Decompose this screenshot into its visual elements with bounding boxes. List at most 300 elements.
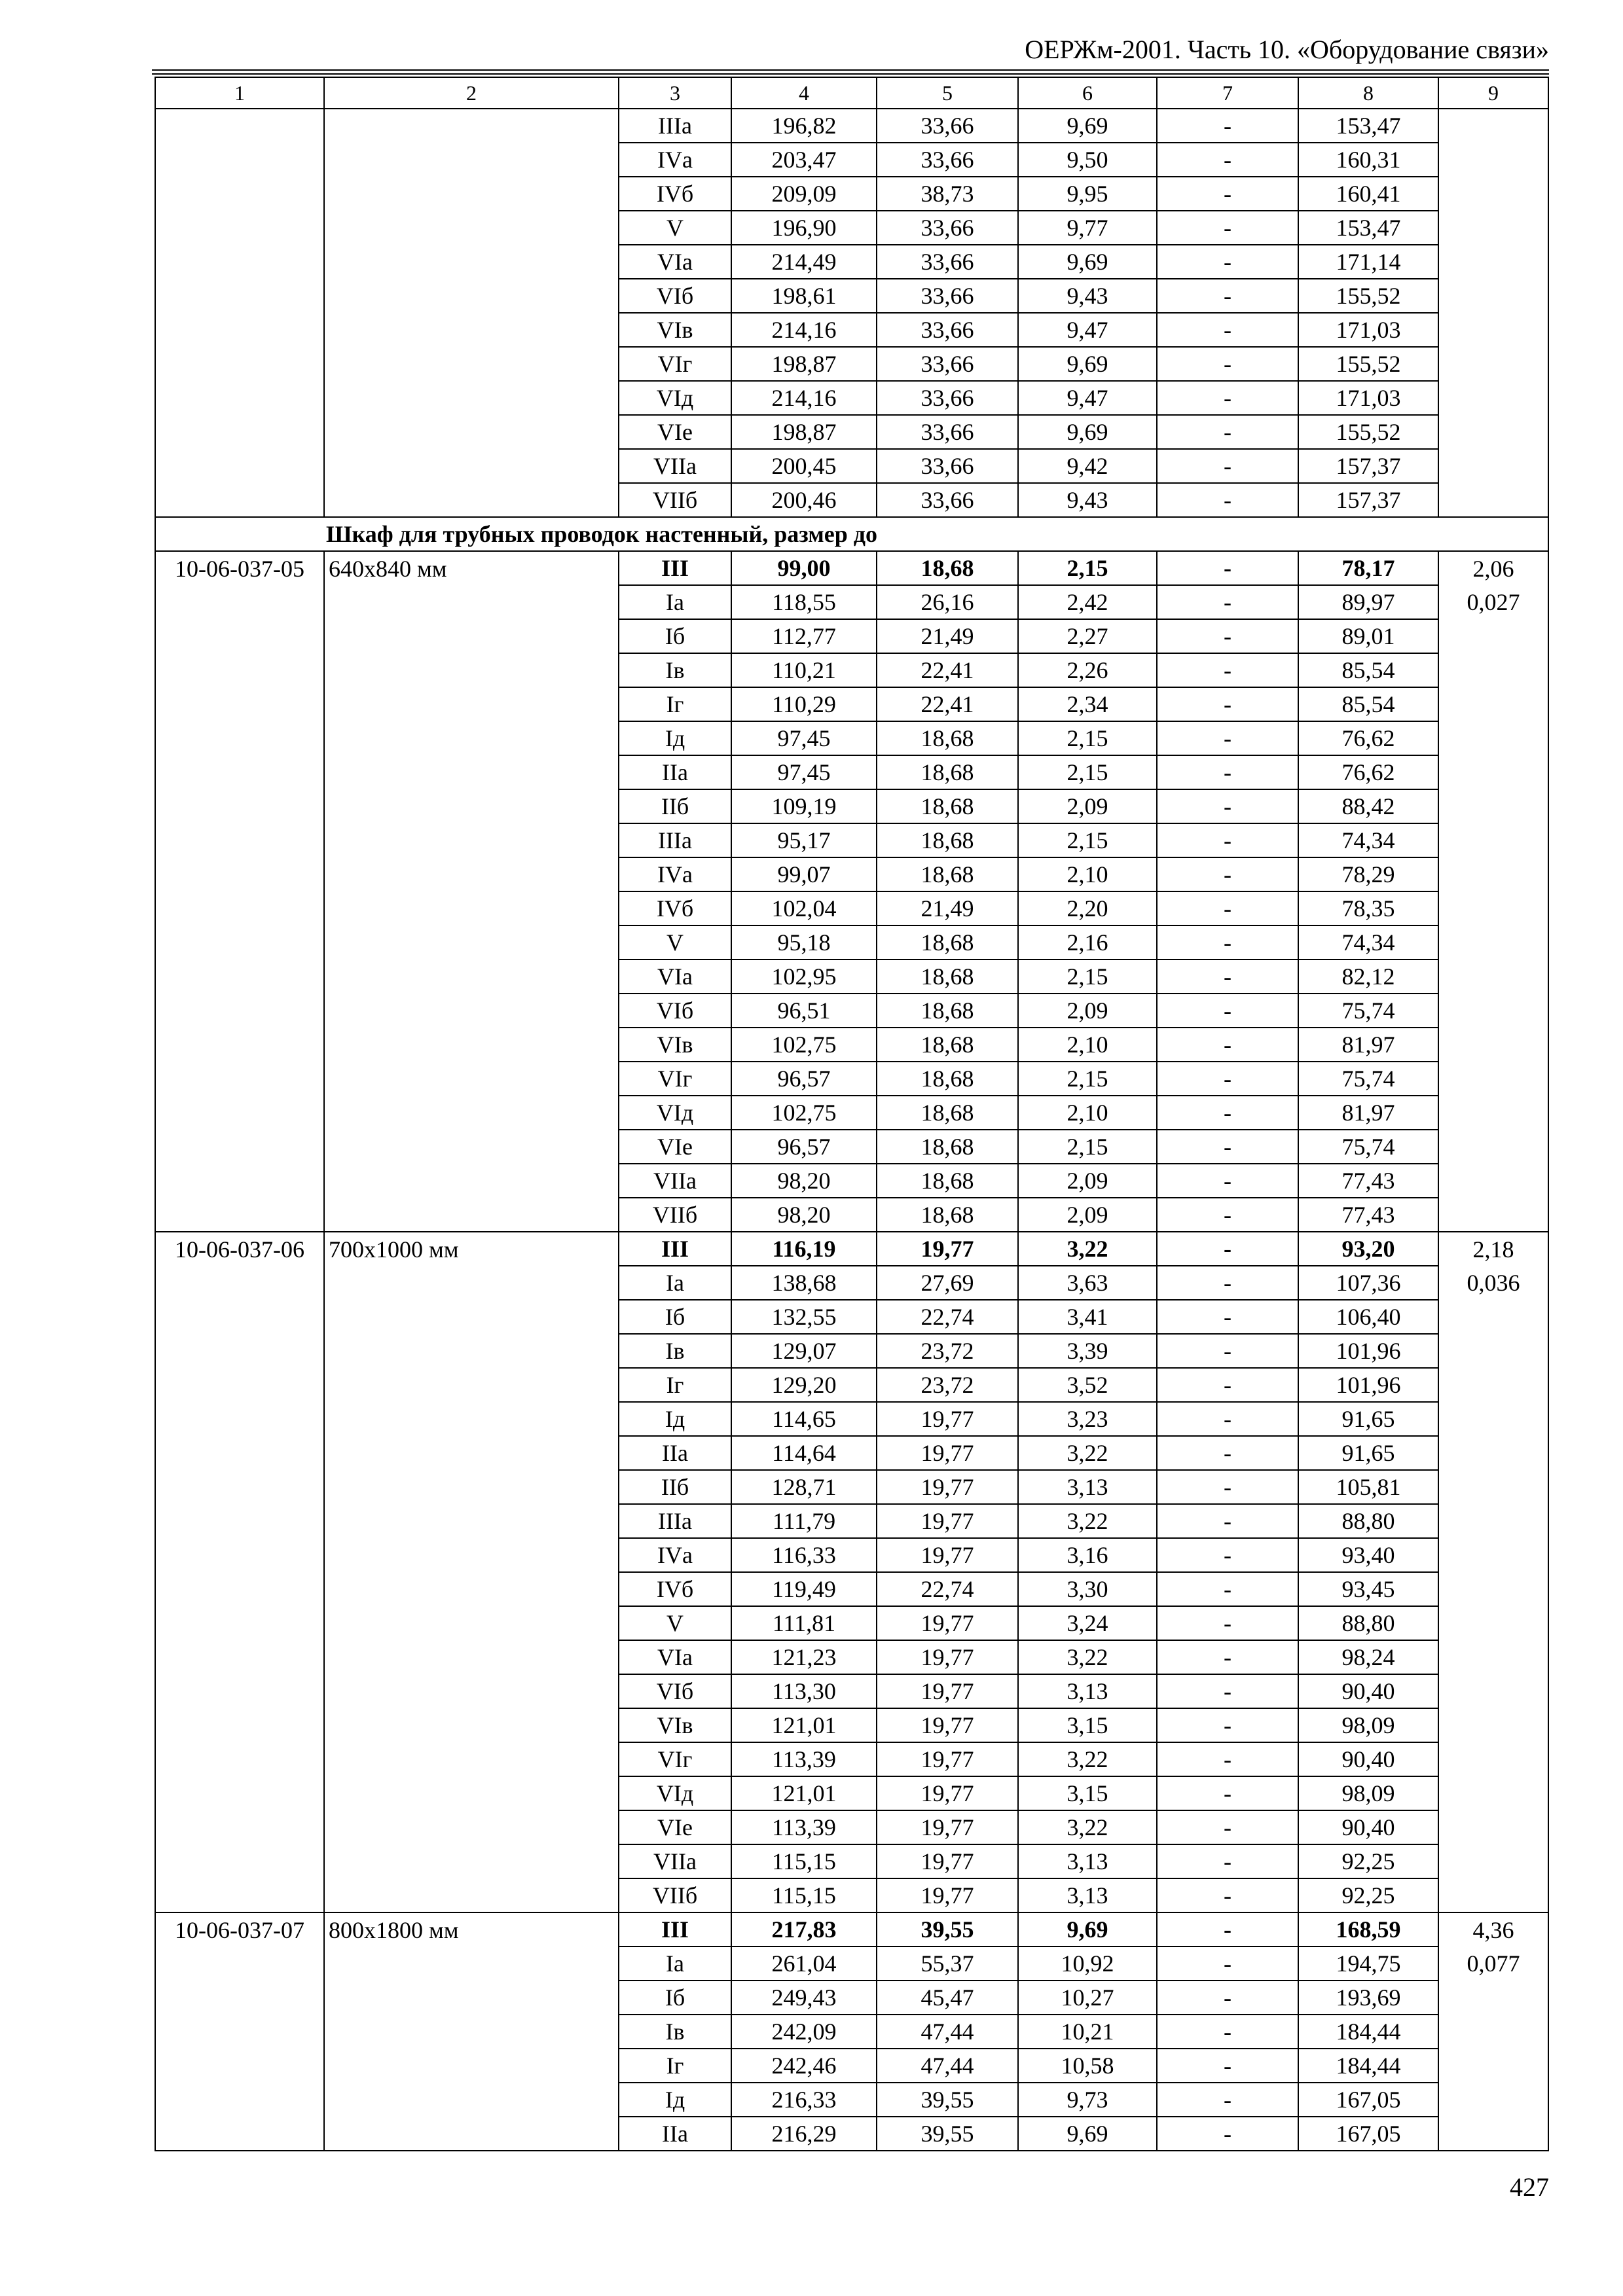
table-row [155, 245, 1548, 279]
cabinet-size [324, 2049, 619, 2083]
col8-cell: 155,52 [1298, 415, 1438, 449]
col7-cell: - [1157, 1130, 1298, 1164]
col5-cell: 33,66 [877, 245, 1018, 279]
rate-code [155, 1164, 324, 1198]
cabinet-size [324, 211, 619, 245]
col8-cell: 168,59 [1298, 1912, 1438, 1946]
col4-cell: 113,30 [731, 1674, 877, 1708]
rate-code [155, 415, 324, 449]
col6-cell: 9,50 [1018, 143, 1157, 177]
table-row [155, 177, 1548, 211]
col4-cell: 112,77 [731, 619, 877, 653]
rate-code [155, 381, 324, 415]
col6-cell: 2,27 [1018, 619, 1157, 653]
col8-cell: 105,81 [1298, 1470, 1438, 1504]
col7-cell: - [1157, 143, 1298, 177]
col9-cell [1438, 1981, 1548, 2015]
col5-cell: 18,68 [877, 721, 1018, 755]
col9-cell [1438, 1164, 1548, 1198]
zone-cell: Iд [619, 721, 731, 755]
col6-cell: 3,16 [1018, 1538, 1157, 1572]
col9-cell [1438, 1674, 1548, 1708]
cabinet-size [324, 789, 619, 823]
table-row [155, 1572, 1548, 1606]
col8-cell: 92,25 [1298, 1844, 1438, 1878]
col7-cell: - [1157, 653, 1298, 687]
rate-code [155, 755, 324, 789]
cabinet-size [324, 653, 619, 687]
zone-cell: VIг [619, 1062, 731, 1096]
col4-cell: 198,61 [731, 279, 877, 313]
col7-cell: - [1157, 1164, 1298, 1198]
zone-cell: Iд [619, 2083, 731, 2117]
table-row [155, 1504, 1548, 1538]
col6-cell: 3,13 [1018, 1844, 1157, 1878]
zone-cell: III [619, 1912, 731, 1946]
col5-cell: 26,16 [877, 585, 1018, 619]
col8-cell: 155,52 [1298, 279, 1438, 313]
col8-cell: 78,17 [1298, 551, 1438, 585]
col6-cell: 2,10 [1018, 1028, 1157, 1062]
col6-cell: 9,69 [1018, 347, 1157, 381]
table-row [155, 551, 1548, 585]
rate-code [155, 2015, 324, 2049]
col7-cell: - [1157, 1402, 1298, 1436]
col6-cell: 2,34 [1018, 687, 1157, 721]
table-row [155, 1640, 1548, 1674]
col4-cell: 96,57 [731, 1130, 877, 1164]
col4-cell: 198,87 [731, 347, 877, 381]
cabinet-size [324, 1164, 619, 1198]
col6-cell: 3,22 [1018, 1810, 1157, 1844]
table-row [155, 1776, 1548, 1810]
cabinet-size [324, 1674, 619, 1708]
table-row [155, 1470, 1548, 1504]
zone-cell: VIа [619, 1640, 731, 1674]
zone-cell: Iг [619, 2049, 731, 2083]
col6-cell: 2,15 [1018, 1062, 1157, 1096]
zone-cell: Iа [619, 1946, 731, 1981]
col4-cell: 198,87 [731, 415, 877, 449]
col7-cell: - [1157, 1776, 1298, 1810]
table-row [155, 2083, 1548, 2117]
col4-cell: 214,16 [731, 313, 877, 347]
zone-cell: IIа [619, 755, 731, 789]
rate-code [155, 925, 324, 960]
rate-code [155, 449, 324, 483]
col8-cell: 81,97 [1298, 1096, 1438, 1130]
page-number: 427 [1510, 2172, 1549, 2202]
col7-cell: - [1157, 279, 1298, 313]
col9-cell [1438, 1368, 1548, 1402]
section-title: Шкаф для трубных проводок настенный, размер до [155, 517, 1548, 551]
table-row [155, 211, 1548, 245]
col9-cell [1438, 1640, 1548, 1674]
col7-cell: - [1157, 347, 1298, 381]
rate-code [155, 245, 324, 279]
col7-cell: - [1157, 1538, 1298, 1572]
col5-cell: 18,68 [877, 1164, 1018, 1198]
col8-cell: 88,80 [1298, 1504, 1438, 1538]
col4-cell: 249,43 [731, 1981, 877, 2015]
col6-cell: 3,24 [1018, 1606, 1157, 1640]
col6-cell: 3,15 [1018, 1776, 1157, 1810]
rate-code [155, 857, 324, 891]
col8-cell: 106,40 [1298, 1300, 1438, 1334]
col7-cell: - [1157, 960, 1298, 994]
table-row [155, 1912, 1548, 1946]
cabinet-size [324, 1300, 619, 1334]
zone-cell: VIIа [619, 449, 731, 483]
col8-cell: 153,47 [1298, 109, 1438, 143]
col9-cell [1438, 279, 1548, 313]
column-number: 7 [1157, 77, 1298, 109]
col7-cell: - [1157, 755, 1298, 789]
col5-cell: 18,68 [877, 857, 1018, 891]
rate-code [155, 789, 324, 823]
col9-cell [1438, 211, 1548, 245]
col4-cell: 102,04 [731, 891, 877, 925]
cabinet-size [324, 347, 619, 381]
header-rule [152, 69, 1549, 75]
col8-cell: 81,97 [1298, 1028, 1438, 1062]
col4-cell: 98,20 [731, 1164, 877, 1198]
col8-cell: 91,65 [1298, 1402, 1438, 1436]
col7-cell: - [1157, 551, 1298, 585]
col6-cell: 3,22 [1018, 1640, 1157, 1674]
col4-cell: 96,57 [731, 1062, 877, 1096]
rate-code [155, 2117, 324, 2151]
cabinet-size [324, 2117, 619, 2151]
col5-cell: 19,77 [877, 1810, 1018, 1844]
rate-code [155, 177, 324, 211]
col7-cell: - [1157, 449, 1298, 483]
cabinet-size [324, 1470, 619, 1504]
col5-cell: 39,55 [877, 2083, 1018, 2117]
table-row [155, 1028, 1548, 1062]
zone-cell: V [619, 1606, 731, 1640]
zone-cell: IIа [619, 2117, 731, 2151]
rate-code [155, 1674, 324, 1708]
cabinet-size [324, 1028, 619, 1062]
cabinet-size: 700x1000 мм [324, 1232, 619, 1266]
col4-cell: 109,19 [731, 789, 877, 823]
col5-cell: 19,77 [877, 1674, 1018, 1708]
col5-cell: 19,77 [877, 1742, 1018, 1776]
col6-cell: 10,21 [1018, 2015, 1157, 2049]
cabinet-size [324, 1981, 619, 2015]
cabinet-size [324, 143, 619, 177]
col4-cell: 115,15 [731, 1878, 877, 1912]
col9-cell [1438, 2015, 1548, 2049]
col4-cell: 111,81 [731, 1606, 877, 1640]
rate-code [155, 1640, 324, 1674]
table-row [155, 1810, 1548, 1844]
column-number: 2 [324, 77, 619, 109]
col8-cell: 91,65 [1298, 1436, 1438, 1470]
table-row [155, 1981, 1548, 2015]
col6-cell: 3,13 [1018, 1470, 1157, 1504]
cabinet-size [324, 1538, 619, 1572]
table-row [155, 1674, 1548, 1708]
table-row [155, 891, 1548, 925]
col5-cell: 22,74 [877, 1572, 1018, 1606]
cabinet-size [324, 2015, 619, 2049]
table-row [155, 585, 1548, 619]
col9-cell [1438, 789, 1548, 823]
col9-cell [1438, 721, 1548, 755]
table-row [155, 1062, 1548, 1096]
cabinet-size [324, 687, 619, 721]
table-row [155, 2049, 1548, 2083]
cabinet-size [324, 2083, 619, 2117]
zone-cell: VIа [619, 245, 731, 279]
rate-code [155, 1402, 324, 1436]
col9-cell [1438, 687, 1548, 721]
rate-code [155, 653, 324, 687]
col7-cell: - [1157, 721, 1298, 755]
zone-cell: IIб [619, 789, 731, 823]
col7-cell: - [1157, 177, 1298, 211]
table-row [155, 1334, 1548, 1368]
col7-cell: - [1157, 313, 1298, 347]
col8-cell: 171,03 [1298, 381, 1438, 415]
cabinet-size [324, 619, 619, 653]
cabinet-size [324, 994, 619, 1028]
rate-code [155, 313, 324, 347]
cabinet-size: 640x840 мм [324, 551, 619, 585]
rate-code [155, 347, 324, 381]
cabinet-size [324, 483, 619, 517]
rate-code [155, 279, 324, 313]
col6-cell: 3,22 [1018, 1232, 1157, 1266]
col6-cell: 2,10 [1018, 1096, 1157, 1130]
zone-cell: IIIа [619, 109, 731, 143]
table-row [155, 994, 1548, 1028]
col7-cell: - [1157, 211, 1298, 245]
col7-cell: - [1157, 994, 1298, 1028]
table-row [155, 653, 1548, 687]
col7-cell: - [1157, 1028, 1298, 1062]
table-row [155, 1368, 1548, 1402]
cabinet-size [324, 1096, 619, 1130]
col5-cell: 19,77 [877, 1538, 1018, 1572]
col9-cell [1438, 1028, 1548, 1062]
col8-cell: 160,31 [1298, 143, 1438, 177]
col6-cell: 9,47 [1018, 313, 1157, 347]
col5-cell: 47,44 [877, 2049, 1018, 2083]
table-row [155, 687, 1548, 721]
cabinet-size [324, 1436, 619, 1470]
col4-cell: 116,19 [731, 1232, 877, 1266]
col4-cell: 129,07 [731, 1334, 877, 1368]
col9-cell [1438, 1198, 1548, 1232]
rate-code [155, 1606, 324, 1640]
col4-cell: 97,45 [731, 721, 877, 755]
col9-cell: 0,027 [1438, 585, 1548, 619]
running-header: ОЕРЖм-2001. Часть 10. «Оборудование связи» [1025, 35, 1549, 64]
col7-cell: - [1157, 483, 1298, 517]
rate-code [155, 1130, 324, 1164]
col9-cell: 0,077 [1438, 1946, 1548, 1981]
table-row [155, 1606, 1548, 1640]
col6-cell: 3,23 [1018, 1402, 1157, 1436]
table-row [155, 279, 1548, 313]
col5-cell: 18,68 [877, 925, 1018, 960]
col4-cell: 110,21 [731, 653, 877, 687]
col4-cell: 216,29 [731, 2117, 877, 2151]
column-number: 3 [619, 77, 731, 109]
zone-cell: IVа [619, 143, 731, 177]
col8-cell: 88,80 [1298, 1606, 1438, 1640]
col4-cell: 216,33 [731, 2083, 877, 2117]
zone-cell: VIд [619, 1096, 731, 1130]
col6-cell: 3,52 [1018, 1368, 1157, 1402]
col4-cell: 114,64 [731, 1436, 877, 1470]
col5-cell: 21,49 [877, 891, 1018, 925]
col6-cell: 9,69 [1018, 245, 1157, 279]
col8-cell: 78,29 [1298, 857, 1438, 891]
col9-cell [1438, 891, 1548, 925]
zone-cell: Iа [619, 585, 731, 619]
cabinet-size [324, 1198, 619, 1232]
col7-cell: - [1157, 1708, 1298, 1742]
col4-cell: 97,45 [731, 755, 877, 789]
zone-cell: VIг [619, 1742, 731, 1776]
rate-code [155, 1300, 324, 1334]
cabinet-size [324, 1572, 619, 1606]
col8-cell: 194,75 [1298, 1946, 1438, 1981]
rate-code [155, 1572, 324, 1606]
col9-cell [1438, 1742, 1548, 1776]
col4-cell: 242,09 [731, 2015, 877, 2049]
rate-code [155, 1844, 324, 1878]
rate-code [155, 2049, 324, 2083]
col4-cell: 200,46 [731, 483, 877, 517]
col7-cell: - [1157, 1436, 1298, 1470]
col8-cell: 92,25 [1298, 1878, 1438, 1912]
col9-cell [1438, 755, 1548, 789]
col5-cell: 19,77 [877, 1402, 1018, 1436]
zone-cell: IVа [619, 1538, 731, 1572]
table-row [155, 1096, 1548, 1130]
col9-cell [1438, 960, 1548, 994]
rate-code [155, 483, 324, 517]
col7-cell: - [1157, 1912, 1298, 1946]
zone-cell: Iб [619, 619, 731, 653]
col7-cell: - [1157, 1504, 1298, 1538]
col4-cell: 128,71 [731, 1470, 877, 1504]
cabinet-size [324, 1402, 619, 1436]
col4-cell: 121,01 [731, 1776, 877, 1810]
col9-cell [1438, 2049, 1548, 2083]
col9-cell [1438, 1504, 1548, 1538]
col7-cell: - [1157, 245, 1298, 279]
col7-cell: - [1157, 381, 1298, 415]
table-row [155, 1402, 1548, 1436]
cabinet-size [324, 755, 619, 789]
col8-cell: 167,05 [1298, 2083, 1438, 2117]
col7-cell: - [1157, 1096, 1298, 1130]
col8-cell: 193,69 [1298, 1981, 1438, 2015]
col4-cell: 214,49 [731, 245, 877, 279]
zone-cell: VIб [619, 994, 731, 1028]
col6-cell: 9,43 [1018, 279, 1157, 313]
col8-cell: 184,44 [1298, 2015, 1438, 2049]
col4-cell: 99,00 [731, 551, 877, 585]
zone-cell: Iа [619, 1266, 731, 1300]
cabinet-size [324, 1878, 619, 1912]
col5-cell: 33,66 [877, 347, 1018, 381]
col5-cell: 19,77 [877, 1708, 1018, 1742]
col5-cell: 19,77 [877, 1878, 1018, 1912]
rate-code [155, 1334, 324, 1368]
cabinet-size [324, 449, 619, 483]
rate-code [155, 1878, 324, 1912]
col5-cell: 19,77 [877, 1776, 1018, 1810]
col9-cell [1438, 449, 1548, 483]
col8-cell: 76,62 [1298, 755, 1438, 789]
zone-cell: Iд [619, 1402, 731, 1436]
col6-cell: 2,15 [1018, 721, 1157, 755]
col9-cell [1438, 619, 1548, 653]
table-row [155, 109, 1548, 143]
col8-cell: 157,37 [1298, 483, 1438, 517]
col8-cell: 89,97 [1298, 585, 1438, 619]
col8-cell: 155,52 [1298, 347, 1438, 381]
col5-cell: 33,66 [877, 449, 1018, 483]
zone-cell: IIIа [619, 1504, 731, 1538]
col5-cell: 33,66 [877, 279, 1018, 313]
zone-cell: VIIб [619, 1878, 731, 1912]
col8-cell: 160,41 [1298, 177, 1438, 211]
column-number: 5 [877, 77, 1018, 109]
col5-cell: 18,68 [877, 823, 1018, 857]
col6-cell: 2,09 [1018, 789, 1157, 823]
col6-cell: 10,27 [1018, 1981, 1157, 2015]
zone-cell: Iг [619, 1368, 731, 1402]
zone-cell: Iв [619, 1334, 731, 1368]
col6-cell: 9,69 [1018, 415, 1157, 449]
col8-cell: 75,74 [1298, 1130, 1438, 1164]
col5-cell: 33,66 [877, 143, 1018, 177]
col9-cell [1438, 1096, 1548, 1130]
col9-cell [1438, 1776, 1548, 1810]
col7-cell: - [1157, 1062, 1298, 1096]
col8-cell: 90,40 [1298, 1674, 1438, 1708]
col4-cell: 196,90 [731, 211, 877, 245]
col5-cell: 33,66 [877, 109, 1018, 143]
rate-code [155, 1810, 324, 1844]
rate-code [155, 585, 324, 619]
col4-cell: 114,65 [731, 1402, 877, 1436]
col4-cell: 110,29 [731, 687, 877, 721]
cabinet-size [324, 857, 619, 891]
column-number: 1 [155, 77, 324, 109]
table-row [155, 960, 1548, 994]
col7-cell: - [1157, 1606, 1298, 1640]
rate-code [155, 1266, 324, 1300]
cabinet-size [324, 925, 619, 960]
cabinet-size [324, 1334, 619, 1368]
table-row [155, 1742, 1548, 1776]
col7-cell: - [1157, 1300, 1298, 1334]
zone-cell: VIд [619, 1776, 731, 1810]
table-row [155, 1436, 1548, 1470]
col4-cell: 102,75 [731, 1096, 877, 1130]
col9-cell [1438, 1572, 1548, 1606]
zone-cell: VIе [619, 415, 731, 449]
